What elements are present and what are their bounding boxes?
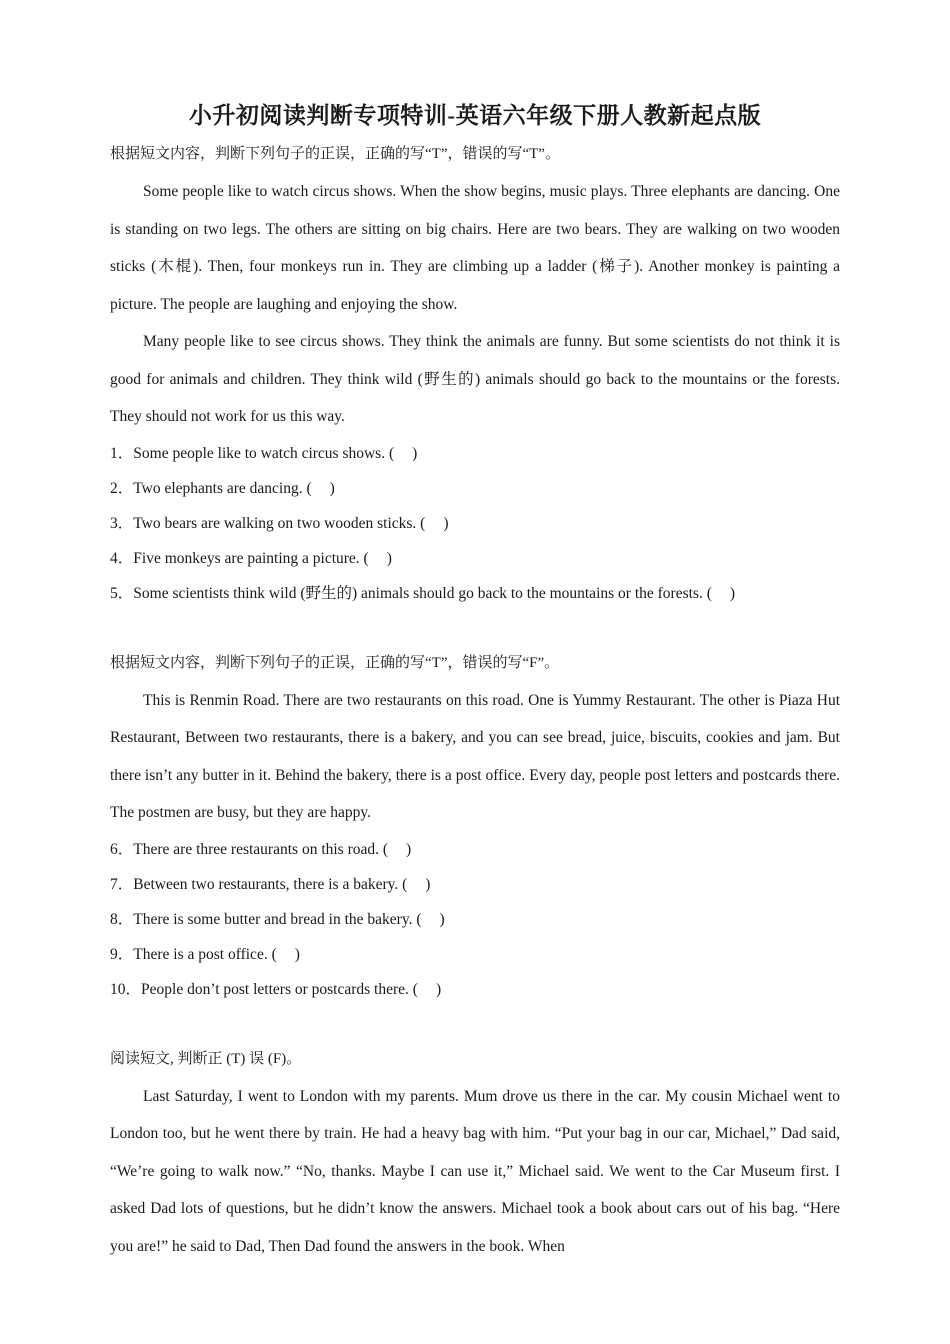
question-8: 8．There is some butter and bread in the bakery. ( ) — [110, 910, 445, 928]
question-2: 2．Two elephants are dancing. ( ) — [110, 479, 335, 497]
section-2-paragraph-1: This is Renmin Road. There are two restaurants on this road. One is Yummy Restaurant. The other is Piaza Hut Restaurant, Between two restaurants, there is a bakery, and you can see bread, juice, biscuits, cookies and jam. But there isn’t any butter in it. Behind the bakery, there is a post office. Every day, people post letters and postcards there. The postmen are busy, but they are happy. — [110, 691, 840, 821]
section-1-instruction: 根据短文内容，判断下列句子的正误，正确的写“T”，错误的写“T”。 — [110, 146, 560, 162]
question-10: 10．People don’t post letters or postcards there. ( ) — [110, 980, 442, 998]
document-page — [110, 100, 840, 1265]
question-9: 9．There is a post office. ( ) — [110, 945, 300, 963]
question-4: 4．Five monkeys are painting a picture. ( ) — [110, 549, 392, 567]
section-1-paragraph-2: Many people like to see circus shows. They think the animals are funny. But some scientists do not think it is good for animals and children. They think wild (野生的) animals should go back to the mountains or the forests. They should not work for us this way. — [110, 333, 840, 425]
page-title: 小升初阅读判断专项特训-英语六年级下册人教新起点版 — [188, 103, 762, 128]
question-5: 5．Some scientists think wild (野生的) animals should go back to the mountains or the forests. ( ) — [110, 584, 736, 602]
section-2-instruction: 根据短文内容，判断下列句子的正误，正确的写“T”，错误的写“F”。 — [110, 654, 560, 671]
question-6: 6．There are three restaurants on this road. ( ) — [110, 840, 412, 858]
question-1: 1．Some people like to watch circus shows. ( ) — [110, 444, 418, 462]
question-7: 7．Between two restaurants, there is a bakery. ( ) — [110, 875, 431, 893]
section-1-paragraph-1: Some people like to watch circus shows. When the show begins, music plays. Three elephants are dancing. One is standing on two legs. The others are sitting on big chairs. Here are two bears. They are walking on two wooden sticks (木棍). Then, four monkeys run in. They are climbing up a ladder (梯子). Another monkey is painting a picture. The people are laughing and enjoying the show. — [110, 183, 840, 313]
section-3-instruction: 阅读短文, 判断正 (T) 误 (F)。 — [110, 1050, 302, 1067]
question-3: 3．Two bears are walking on two wooden sticks. ( ) — [110, 514, 449, 532]
section-3-paragraph-1: Last Saturday, I went to London with my parents. Mum drove us there in the car. My cousin Michael went to London too, but he went there by train. He had a heavy bag with him. “Put your bag in our car, Michael,” Dad said, “We’re going to walk now.” “No, thanks. Maybe I can use it,” Michael said. We went to the Car Museum first. I asked Dad lots of questions, but he didn’t know the answers. Michael took a book about cars out of his bag. “Here you are!” he said to Dad, Then Dad found the answers in the book. When — [110, 1087, 840, 1255]
